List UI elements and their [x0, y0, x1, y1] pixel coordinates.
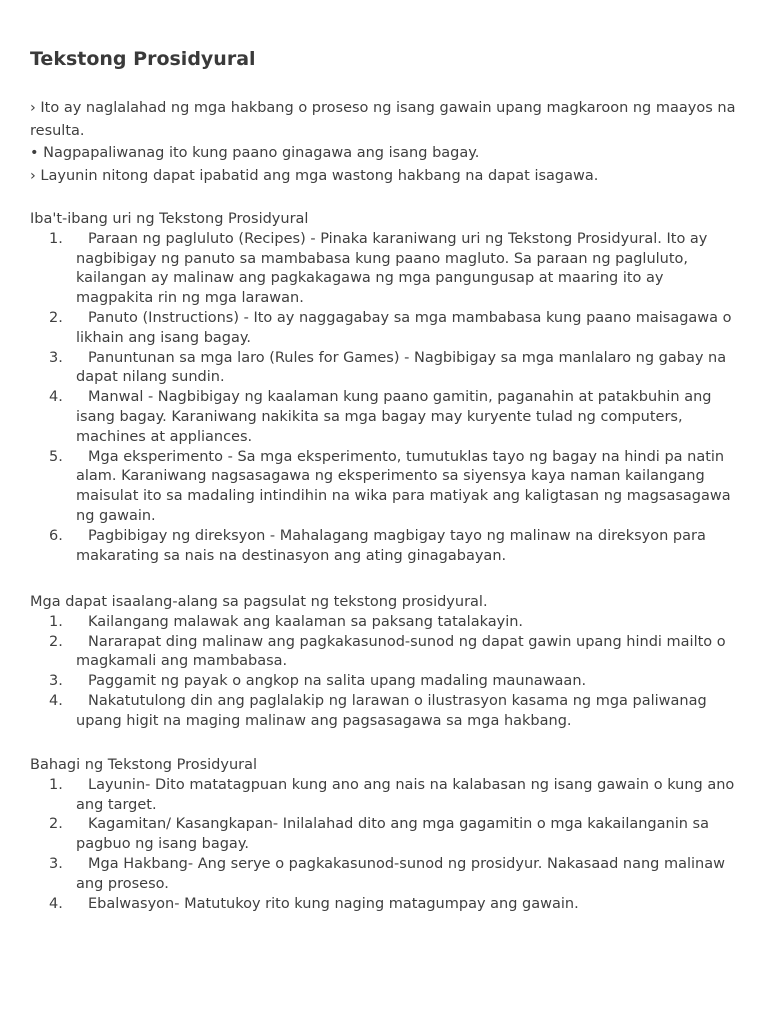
page-title: Tekstong Prosidyural [30, 48, 256, 70]
list-item-text: Paggamit ng payak o angkop na salita upang madaling maunawaan. [88, 673, 587, 690]
list-item [30, 309, 742, 349]
list-item-text: Panuntunan sa mga laro (Rules for Games) - Nagbibigay sa mga manlalaro ng gabay na dapat nilang sundin. [76, 349, 727, 386]
section-heading: Bahagi ng Tekstong Prosidyural [30, 757, 258, 773]
list-item [30, 776, 742, 816]
section-types [30, 210, 742, 566]
intro-line: › Ito ay naglalahad ng mga hakbang o proseso ng isang gawain upang magkaroon ng maayos na resulta. [30, 100, 736, 139]
list-item [30, 613, 742, 633]
numbered-list [30, 776, 742, 915]
list-item [30, 672, 742, 692]
list-item-text: Nakatutulong din ang paglalakip ng larawan o ilustrasyon kasama ng mga paliwanag upang higit na maging malinaw ang pagsasagawa sa mga hakbang. [76, 692, 707, 729]
section-heading: Mga dapat isaalang-alang sa pagsulat ng tekstong prosidyural. [30, 594, 488, 610]
list-item-text: Nararapat ding malinaw ang pagkakasunod-sunod ng dapat gawin upang hindi mailto o magkamali ang mambabasa. [76, 633, 726, 670]
list-item-text: Kailangang malawak ang kaalaman sa paksang tatalakayin. [88, 613, 524, 630]
list-number: 1. [49, 613, 63, 630]
list-item [30, 527, 742, 567]
section-heading: Iba't-ibang uri ng Tekstong Prosidyural [30, 211, 309, 227]
list-number: 1. [49, 776, 63, 793]
list-item [30, 448, 742, 527]
list-number: 3. [49, 673, 63, 690]
section-considerations [30, 593, 742, 732]
list-item [30, 895, 742, 915]
list-item [30, 230, 742, 309]
list-item-text: Pagbibigay ng direksyon - Mahalagang magbigay tayo ng malinaw na direksyon para makarating sa nais na destinasyon ang ating ginagabayan. [76, 527, 706, 564]
list-item [30, 815, 742, 855]
numbered-list [30, 613, 742, 732]
list-number: 5. [49, 448, 63, 465]
section-parts [30, 756, 742, 914]
list-number: 4. [49, 389, 63, 406]
list-number: 2. [49, 816, 63, 833]
list-item-text: Paraan ng pagluluto (Recipes) - Pinaka karaniwang uri ng Tekstong Prosidyural. Ito ay nagbibigay ng panuto sa mambabasa kung paano magluto. Sa paraan ng pagluluto, kailangan ay malinaw ang pagkakagawa ng mga pangungusap at maaring ito ay magpakita rin ng mga larawan. [76, 230, 708, 307]
list-number: 3. [49, 855, 63, 872]
list-item-text: Panuto (Instructions) - Ito ay naggagabay sa mga mambabasa kung paano maisagawa o likhain ang isang bagay. [76, 309, 732, 346]
list-number: 1. [49, 230, 63, 247]
list-item-text: Kagamitan/ Kasangkapan- Inilalahad dito ang mga gagamitin o mga kakailanganin sa pagbuo ng isang bagay. [76, 816, 709, 853]
list-item-text: Ebalwasyon- Matutukoy rito kung naging matagumpay ang gawain. [88, 895, 579, 912]
list-item [30, 855, 742, 895]
list-item-text: Layunin- Dito matatagpuan kung ano ang nais na kalabasan ng isang gawain o kung ano ang target. [76, 776, 735, 813]
list-number: 4. [49, 895, 63, 912]
intro-line: › Layunin nitong dapat ipabatid ang mga wastong hakbang na dapat isagawa. [30, 167, 599, 184]
list-item [30, 388, 742, 447]
list-item-text: Manwal - Nagbibigay ng kaalaman kung paano gamitin, paganahin at patakbuhin ang isang bagay. Karaniwang nakikita sa mga bagay may kuryente tulad ng computers, machines at appliances. [76, 389, 712, 445]
list-number: 4. [49, 692, 63, 709]
list-number: 6. [49, 527, 63, 544]
list-item [30, 633, 742, 673]
numbered-list [30, 230, 742, 567]
list-item [30, 349, 742, 389]
intro-line: • Nagpapaliwanag ito kung paano ginagawa ang isang bagay. [30, 145, 480, 161]
intro-block [30, 97, 742, 187]
list-number: 3. [49, 349, 63, 366]
list-item-text: Mga Hakbang- Ang serye o pagkakasunod-sunod ng prosidyur. Nakasaad nang malinaw ang proseso. [76, 855, 725, 892]
list-item-text: Mga eksperimento - Sa mga eksperimento, tumutuklas tayo ng bagay na hindi pa natin alam. Karaniwang nagsasagawa ng eksperimento sa siyensya kaya naman kailangang maisulat ito sa madaling intindihin na wika para matiyak ang kaligtasan ng magsasagawa ng gawain. [76, 448, 731, 524]
list-number: 2. [49, 633, 63, 650]
list-item [30, 692, 742, 732]
list-number: 2. [49, 309, 63, 326]
